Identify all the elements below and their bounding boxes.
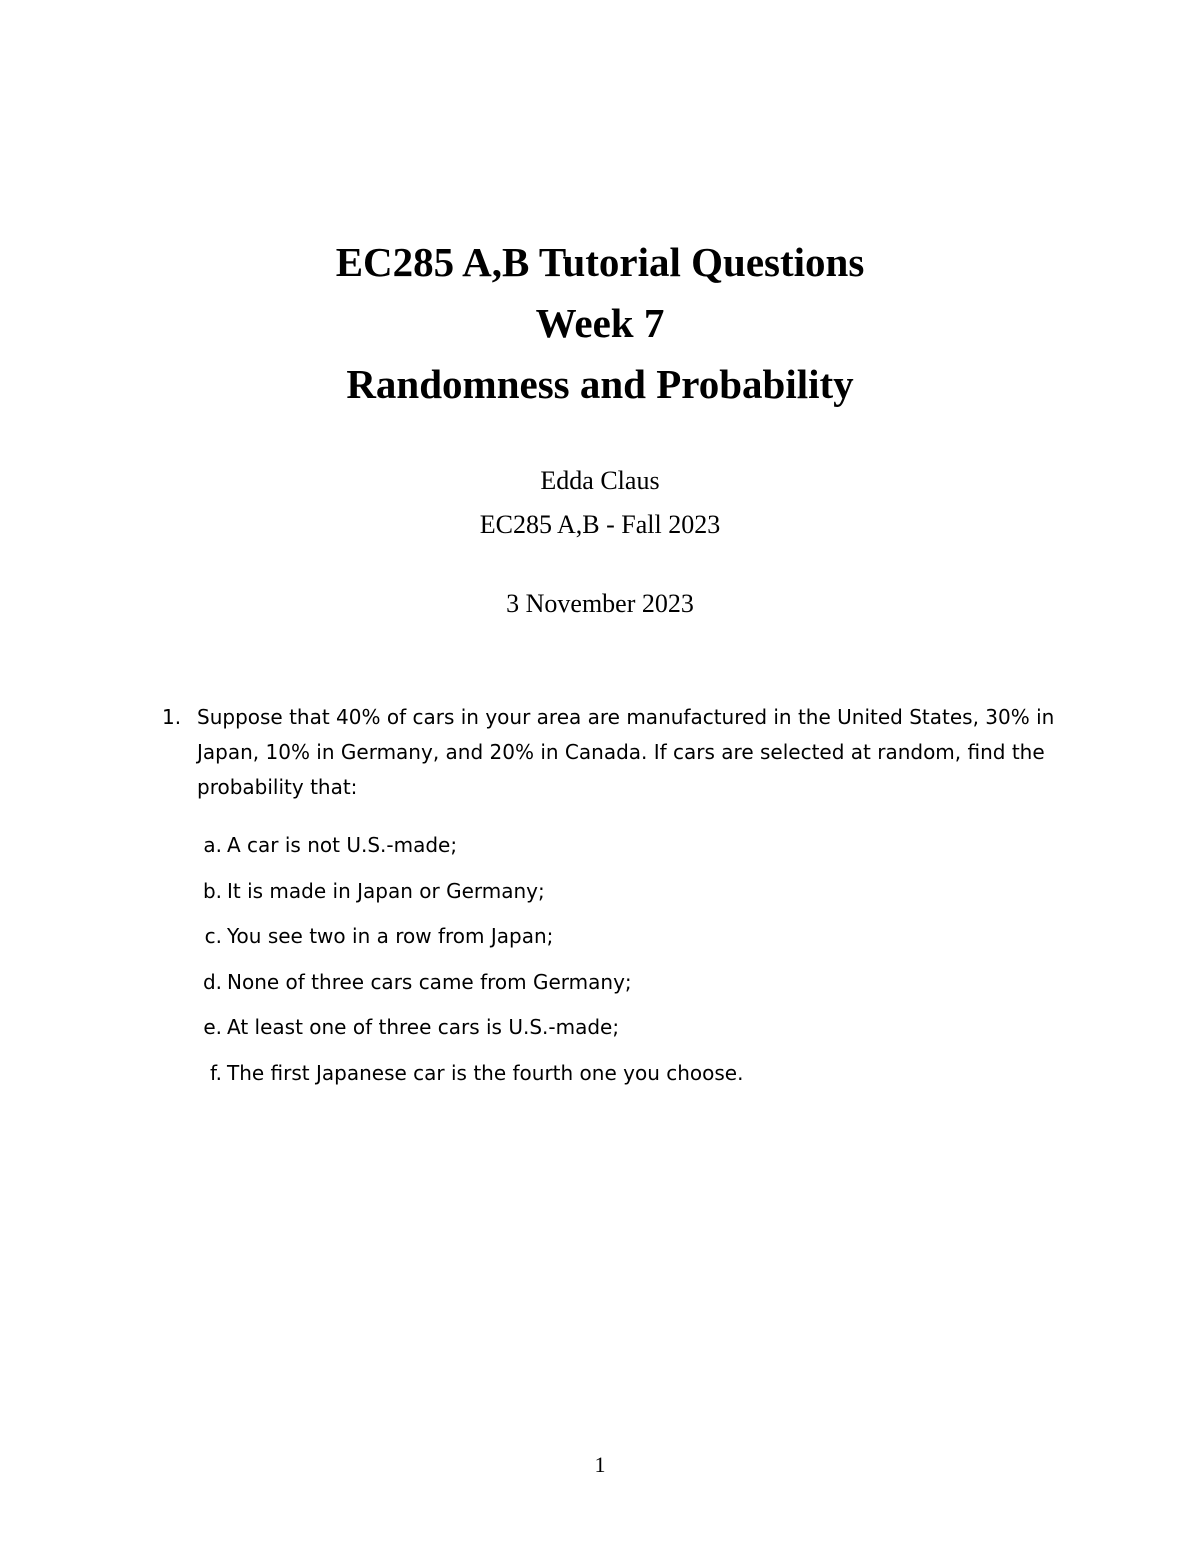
part-text: At least one of three cars is U.S.-made;	[227, 1015, 620, 1039]
document-date: 3 November 2023	[506, 589, 694, 618]
part-text: You see two in a row from Japan;	[227, 924, 554, 948]
question-text: Suppose that 40% of cars in your area are manufactured in the United States, 30% in Japan, 10% in Germany, and 20% in Canada. If cars are selected at random, find the probability that:	[197, 705, 1055, 799]
part-label: c.	[204, 924, 222, 948]
part-label: f.	[210, 1060, 222, 1085]
part-text: None of three cars came from Germany;	[227, 969, 632, 994]
part-label: d.	[202, 969, 222, 994]
list-item	[162, 919, 1067, 965]
author-name: Edda Claus	[540, 466, 660, 495]
part-label: b.	[202, 878, 222, 903]
document-title	[0, 232, 1200, 415]
part-label: e.	[203, 1015, 222, 1039]
question-number: 1.	[162, 705, 182, 729]
question-1	[162, 700, 1067, 805]
part-text: The first Japanese car is the fourth one you choose.	[227, 1060, 744, 1085]
part-text: A car is not U.S.-made;	[227, 833, 458, 857]
page-number: 1	[594, 1452, 606, 1477]
list-item	[162, 1056, 1067, 1102]
list-item	[162, 1010, 1067, 1056]
question-1-parts	[162, 828, 1067, 1101]
list-item	[162, 965, 1067, 1011]
list-item	[162, 828, 1067, 874]
title-line-course: EC285 A,B Tutorial Questions	[335, 239, 865, 285]
course-term: EC285 A,B - Fall 2023	[479, 510, 721, 539]
list-item	[162, 874, 1067, 920]
part-text: It is made in Japan or Germany;	[227, 878, 545, 903]
part-label: a.	[203, 833, 222, 857]
title-line-week: Week 7	[535, 300, 665, 346]
title-line-topic: Randomness and Probability	[346, 361, 854, 407]
